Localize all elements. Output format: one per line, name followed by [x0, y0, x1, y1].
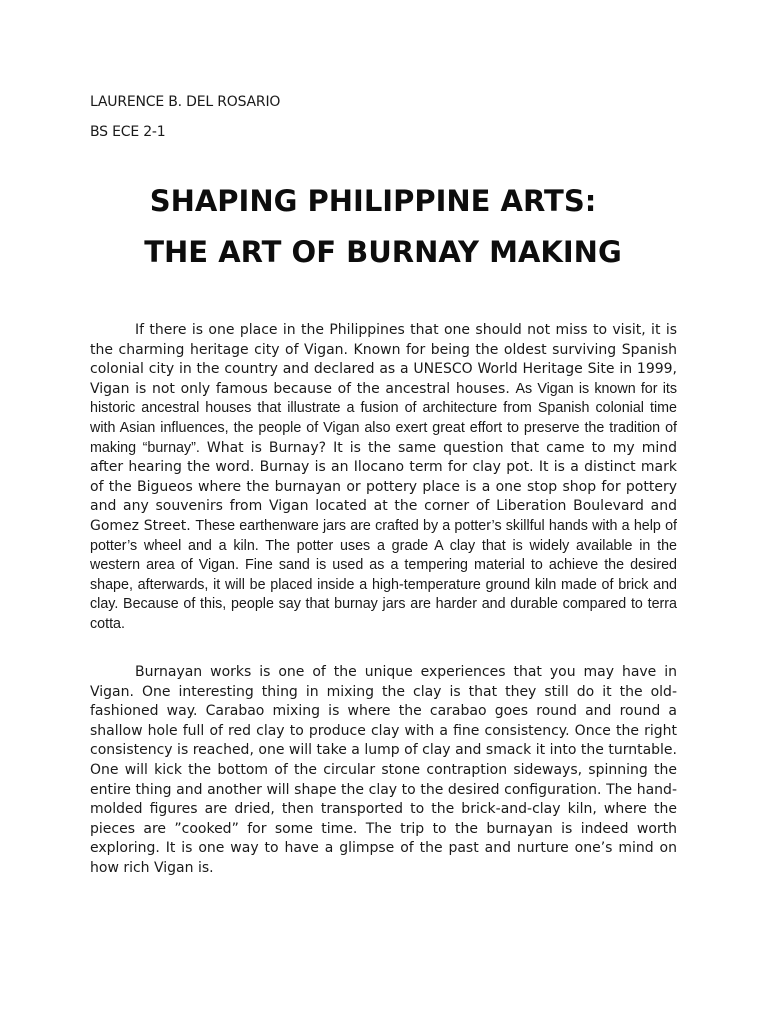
title-line-2: THE ART OF BURNAY MAKING [144, 235, 622, 269]
title-line-1: SHAPING PHILIPPINE ARTS: [149, 184, 597, 218]
body-paragraph-1 [90, 321, 677, 635]
course-section: BS ECE 2-1 [90, 124, 166, 140]
paragraph-1-part-3: What is Burnay? It is the same question that came to my mind after hearing the word. Burnay is an Ilocano term for clay pot. It is a distinct mark of the Bigueos where the burnayan or pottery place is a one stop shop for pottery and any souvenirs from Vigan located at the corner of Liberation Boulevard and Gomez Street. [90, 439, 677, 534]
author-name: LAURENCE B. DEL ROSARIO [90, 94, 281, 110]
paragraph-1-part-1: If there is one place in the Philippines that one should not miss to visit, it is the charming heritage city of Vigan. Known for being the oldest surviving Spanish colonial city in the country and declared as a UNESCO World Heritage Site in 1999, Vigan is not only famous because of the ancestral houses. [90, 322, 677, 397]
paragraph-1-part-2: As Vigan is known for its historic ancestral houses that illustrate a fusion of architecture from Spanish colonial time with Asian influences, the people of Vigan also exert great effort to preserve the tradition of making “burnay”. [90, 380, 677, 456]
body-paragraph-2: Burnayan works is one of the unique experiences that you may have in Vigan. One interesting thing in mixing the clay is that they still do it the old-fashioned way. Carabao mixing is where the carabao goes round and round a shallow hole full of red clay to produce clay with a fine consistency. Once the right consistency is reached, one will take a lump of clay and smack it into the turntable. One will kick the bottom of the circular stone contraption sideways, spinning the entire thing and another will shape the clay to the desired configuration. The hand-molded figures are dried, then transported to the brick-and-clay kiln, where the pieces are ”cooked” for some time. The trip to the burnayan is indeed worth exploring. It is one way to have a glimpse of the past and nurture one’s mind on how rich Vigan is. [90, 664, 677, 876]
paragraph-1-part-4: These earthenware jars are crafted by a potter’s skillful hands with a help of potter’s wheel and a kiln. The potter uses a grade A clay that is widely available in the western area of Vigan. Fine sand is used as a tempering material to achieve the desired shape, afterwards, it will be placed inside a high-temperature ground kiln made of brick and clay. Because of this, people say that burnay jars are harder and durable compared to terra cotta. [90, 517, 677, 632]
